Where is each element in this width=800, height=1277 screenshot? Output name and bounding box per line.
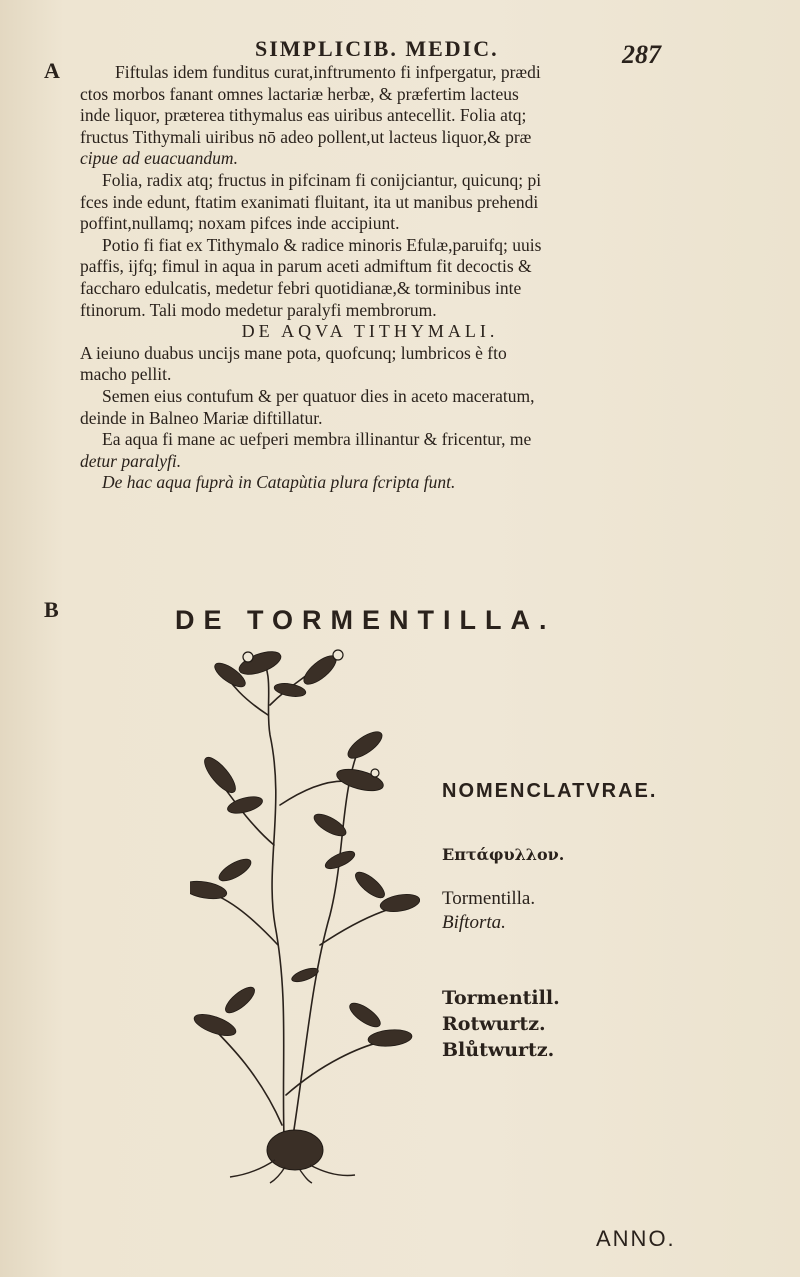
- german-names: [442, 985, 560, 1063]
- text-line: inde liquor, præterea tithymalus eas uiribus antecellit. Folia atq;: [80, 105, 527, 126]
- latin-name: Tormentilla.: [442, 888, 536, 909]
- tormentilla-woodcut-illustration: [190, 645, 420, 1185]
- running-head: SIMPLICIB. MEDIC.: [255, 36, 499, 61]
- latin-name: Biftorta.: [442, 912, 506, 933]
- text-line: fructus Tithymali uiribus nō adeo pollent,ut lacteus liquor,& præ: [80, 126, 532, 147]
- text-line: Fiftulas idem funditus curat,inftrumento fi infpergatur, prædi: [115, 62, 541, 82]
- text-line: paffis, ijfq; fimul in aqua in parum aceti admiftum fit decoctis &: [80, 256, 532, 277]
- nomenclature-title: NOMENCLATVRAE.: [442, 780, 658, 802]
- german-name: Rotwurtz.: [442, 1013, 546, 1035]
- text-line: ftinorum. Tali modo medetur paralyfi membrorum.: [80, 299, 437, 320]
- section-heading: DE TORMENTILLA.: [175, 605, 556, 635]
- german-name: Tormentill.: [442, 987, 560, 1009]
- text-line: macho pellit.: [80, 364, 172, 385]
- main-text-block: [80, 62, 700, 494]
- text-line: ctos morbos fanant omnes lactariæ herbæ, & præfertim lacteus: [80, 83, 519, 104]
- catchword: ANNO.: [596, 1226, 676, 1251]
- margin-letter-a: A: [44, 58, 60, 83]
- text-line: cipue ad euacuandum.: [80, 148, 238, 169]
- margin-letter-b: B: [44, 597, 59, 622]
- text-line: fces inde edunt, ftatim exanimati fluitant, ita ut manibus prehendi: [80, 191, 539, 212]
- text-line: De hac aqua fuprà in Catapùtia plura fcripta funt.: [102, 472, 456, 493]
- text-line: Potio fi fiat ex Tithymalo & radice minoris Efulæ,paruifq; uuis: [102, 234, 542, 255]
- latin-names: [442, 887, 535, 935]
- greek-name: Επτάφυλλον.: [442, 845, 565, 864]
- text-line: faccharo edulcatis, medetur febri quotidianæ,& torminibus inte: [80, 277, 522, 298]
- text-line: Semen eius contufum & per quatuor dies in aceto maceratum,: [102, 385, 535, 406]
- text-line: poffint,nullamq; noxam pifces inde accipiunt.: [80, 213, 400, 234]
- text-line: Ea aqua fi mane ac uefperi membra illinantur & fricentur, me: [102, 429, 532, 450]
- page-number: 287: [622, 40, 661, 69]
- german-name: Blůtwurtz.: [442, 1039, 555, 1061]
- text-line: Folia, radix atq; fructus in pifcinam fi conijciantur, quicunq; pi: [102, 169, 542, 190]
- text-line: deinde in Balneo Mariæ diftillatur.: [80, 407, 323, 428]
- text-line: A ieiuno duabus uncijs mane pota, quofcunq; lumbricos è fto: [80, 342, 507, 363]
- text-line: detur paralyfi.: [80, 450, 182, 471]
- subheading-aqua-tithymali: DE AQVA TITHYMALI.: [241, 321, 499, 342]
